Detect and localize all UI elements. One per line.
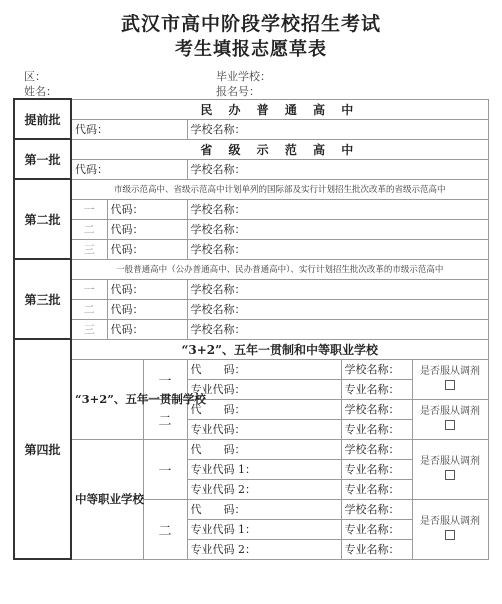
second-batch-choice-row [14,239,488,259]
g1-c1-major-name-field[interactable]: 专业名称： [341,379,412,399]
second-batch-note: 市级示范高中、省级示范高中计划单列的国际部及实行计划招生批次改革的省级示范高中 [71,179,488,199]
second-code-field-1[interactable]: 代码： [107,199,187,219]
obey-adjust-label: 是否服从调剂 [420,515,481,527]
second-school-name-field-3[interactable]: 学校名称： [187,239,488,259]
third-school-name-field-3[interactable]: 学校名称： [187,319,488,339]
early-school-name-field[interactable]: 学校名称： [187,119,488,139]
early-batch-label: 提前批 [14,99,71,139]
early-batch-banner: 民 办 普 通 高 中 [71,99,488,119]
first-batch-entry-row [14,159,488,179]
first-school-name-field[interactable]: 学校名称： [187,159,488,179]
adjust-checkbox[interactable] [445,380,455,390]
second-code-field-2[interactable]: 代码： [107,219,187,239]
g1-c2-adjust-cell [412,399,488,439]
g2-c2-code-field[interactable]: 代 码： [187,499,341,519]
g2-c2-school-name-field[interactable]: 学校名称： [341,499,412,519]
g2-c2-major-code-2-field[interactable]: 专业代码 2： [187,539,341,559]
g2-c1-major-code-2-field[interactable]: 专业代码 2： [187,479,341,499]
g2-c2-major-code-1-field[interactable]: 专业代码 1： [187,519,341,539]
fourth-batch-row [14,359,488,379]
g1-c2-school-name-field[interactable]: 学校名称： [341,399,412,419]
form-subtitle: 考生填报志愿草表 [175,39,327,60]
name-label: 姓名： [24,85,57,98]
choice-number: 二 [143,399,187,439]
fourth-batch-row [14,439,488,459]
second-batch-choice-row [14,199,488,219]
g1-c1-adjust-cell [412,359,488,399]
adjust-checkbox[interactable] [445,420,455,430]
g2-c1-adjust-cell [412,439,488,499]
g1-c1-code-field[interactable]: 代 码： [187,359,341,379]
choice-number: 一 [143,359,187,399]
adjust-checkbox[interactable] [445,470,455,480]
fourth-batch-banner-row [14,339,488,359]
g2-c1-major-name-1-field[interactable]: 专业名称： [341,459,412,479]
second-code-field-3[interactable]: 代码： [107,239,187,259]
third-batch-choice-row [14,299,488,319]
g2-c1-major-code-1-field[interactable]: 专业代码 1： [187,459,341,479]
choice-number: 一 [71,279,107,299]
second-batch-choice-row [14,219,488,239]
choice-number: 一 [143,439,187,499]
first-code-field[interactable]: 代码： [71,159,187,179]
second-batch-label: 第二批 [14,179,71,259]
g2-c1-school-name-field[interactable]: 学校名称： [341,439,412,459]
third-school-name-field-1[interactable]: 学校名称： [187,279,488,299]
g1-c2-major-name-field[interactable]: 专业名称： [341,419,412,439]
first-batch-label: 第一批 [14,139,71,179]
adjust-checkbox[interactable] [445,530,455,540]
registration-no-label: 报名号： [216,85,260,98]
three-plus-two-group-label: “3+2”、五年一贯制学校 [71,359,143,439]
second-batch-note-row [14,179,488,199]
third-school-name-field-2[interactable]: 学校名称： [187,299,488,319]
obey-adjust-label: 是否服从调剂 [420,455,481,467]
g2-c2-major-name-1-field[interactable]: 专业名称： [341,519,412,539]
choice-number: 二 [143,499,187,559]
form-title: 武汉市高中阶段学校招生考试 [120,13,381,35]
fourth-batch-banner: “3+2”、五年一贯制和中等职业学校 [71,339,488,359]
third-code-field-3[interactable]: 代码： [107,319,187,339]
g1-c1-school-name-field[interactable]: 学校名称： [341,359,412,379]
choice-number: 二 [71,299,107,319]
fourth-batch-label: 第四批 [14,339,71,559]
third-batch-note-row [14,259,488,279]
application-form-table [13,98,489,560]
g1-c1-major-code-field[interactable]: 专业代码： [187,379,341,399]
second-school-name-field-1[interactable]: 学校名称： [187,199,488,219]
g2-c1-major-name-2-field[interactable]: 专业名称： [341,479,412,499]
third-batch-label: 第三批 [14,259,71,339]
g2-c2-major-name-2-field[interactable]: 专业名称： [341,539,412,559]
second-school-name-field-2[interactable]: 学校名称： [187,219,488,239]
obey-adjust-label: 是否服从调剂 [420,365,481,377]
early-code-field[interactable]: 代码： [71,119,187,139]
third-code-field-1[interactable]: 代码： [107,279,187,299]
graduation-school-label: 毕业学校： [216,70,271,83]
g2-c1-code-field[interactable]: 代 码： [187,439,341,459]
g1-c2-major-code-field[interactable]: 专业代码： [187,419,341,439]
choice-number: 二 [71,219,107,239]
first-batch-banner-row [14,139,488,159]
obey-adjust-label: 是否服从调剂 [420,405,481,417]
third-code-field-2[interactable]: 代码： [107,299,187,319]
choice-number: 三 [71,239,107,259]
district-label: 区： [24,70,46,83]
third-batch-choice-row [14,319,488,339]
third-batch-note: 一般普通高中（公办普通高中、民办普通高中）、实行计划招生批次改革的市级示范高中 [71,259,488,279]
third-batch-choice-row [14,279,488,299]
early-batch-banner-row [14,99,488,119]
g2-c2-adjust-cell [412,499,488,559]
early-batch-entry-row [14,119,488,139]
vocational-group-label: 中等职业学校 [71,439,143,559]
g1-c2-code-field[interactable]: 代 码： [187,399,341,419]
choice-number: 三 [71,319,107,339]
first-batch-banner: 省 级 示 范 高 中 [71,139,488,159]
choice-number: 一 [71,199,107,219]
